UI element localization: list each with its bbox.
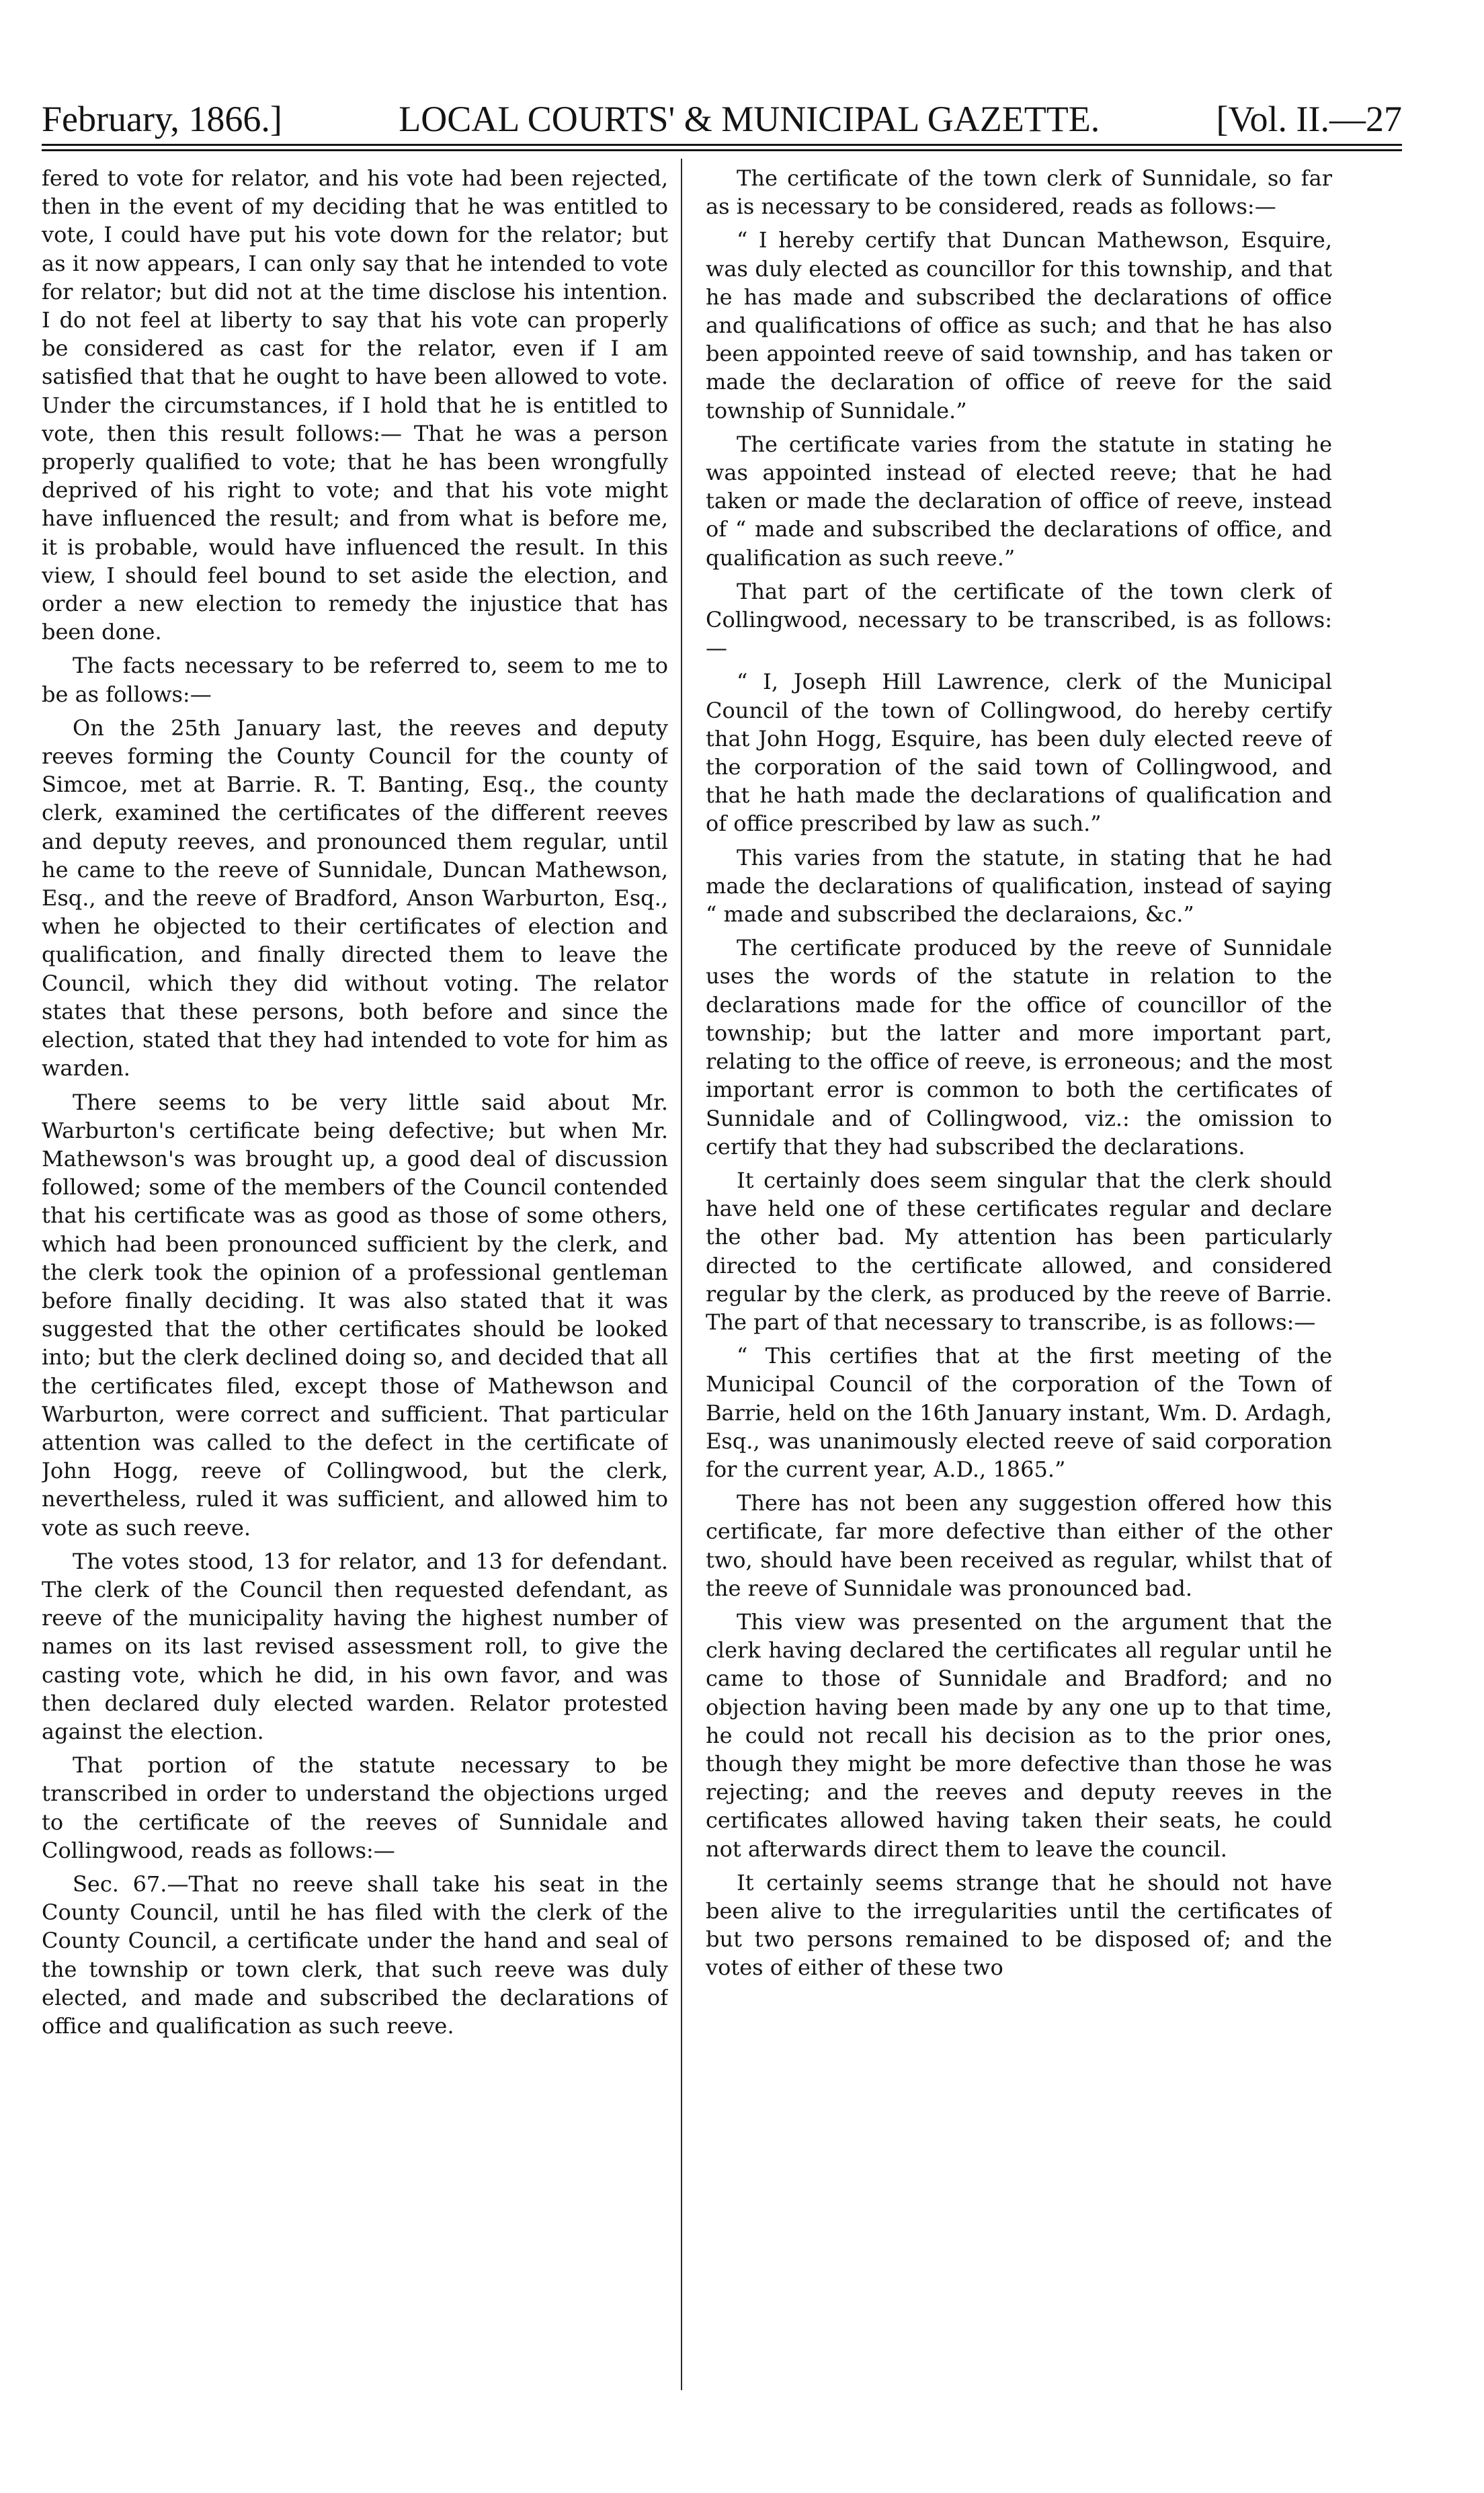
paragraph: It certainly does seem singular that the clerk should have held one of these certificates regular and declare the other bad. My attention has been particularly directed to the certificate allowed, and considered regular by the clerk, as produced by the reeve of Barrie. The part of that necessary to transcribe, is as follows:— [706, 1167, 1332, 1335]
paragraph: “ I hereby certify that Duncan Mathewson, Esquire, was duly elected as councillor for this township, and that he has made and subscribed the declarations of office and qualifications of office as such; and that he has also been appointed reeve of said township, and has taken or made the declaration of office of reeve for the said township of Sunnidale.” [706, 227, 1332, 423]
paragraph: This varies from the statute, in stating that he had made the declarations of qualification, instead of saying “ made and subscribed the declaraions, &c.” [706, 844, 1332, 928]
header-volume: [Vol. II.—27 [1216, 99, 1402, 139]
paragraph: “ I, Joseph Hill Lawrence, clerk of the Municipal Council of the town of Collingwood, do hereby certify that John Hogg, Esquire, has been duly elected reeve of the corporation of the said town of Collingwood, and that he hath made the declarations of qualification and of office prescribed by law as such.” [706, 669, 1332, 837]
paragraph: The certificate varies from the statute in stating he was appointed instead of elected reeve; that he had taken or made the declaration of office of reeve, instead of “ made and subscribed the declarations of office, and qualification as such reeve.” [706, 431, 1332, 571]
paragraph: The certificate produced by the reeve of Sunnidale uses the words of the statute in relation to the declarations made for the office of councillor of the township; but the latter and more important part, relating to the office of reeve, is erroneous; and the most important error is common to both the certificates of Sunnidale and of Collingwood, viz.: the omission to certify that they had subscribed the declarations. [706, 935, 1332, 1159]
paragraph: fered to vote for relator, and his vote had been rejected, then in the event of my deciding that he was entitled to vote, I could have put his vote down for the relator; but as it now appears, I can only say that he intended to vote for relator; but did not at the time disclose his intention. I do not feel at liberty to say that his vote can properly be considered as cast for the relator, even if I am satisfied that that he ought to have been allowed to vote. Under the circumstances, if I hold that he is entitled to vote, then this result follows:— That he was a person properly qualified to vote; that he has been wrongfully deprived of his right to vote; and that his vote might have influenced the result; and from what is before me, it is probable, would have influenced the result. In this view, I should feel bound to set aside the election, and order a new election to remedy the injustice that has been done. [42, 165, 668, 645]
paragraph: This view was presented on the argument that the clerk having declared the certificates all regular until he came to those of Sunnidale and Bradford; and no objection having been made by any one up to that time, he could not recall his decision as to the prior ones, though they might be more defective than those he was rejecting; and the reeves and deputy reeves in the certificates allowed having taken their seats, he could not afterwards direct them to leave the council. [706, 1608, 1332, 1862]
paragraph: That portion of the statute necessary to be transcribed in order to understand the objections urged to the certificate of the reeves of Sunnidale and Collingwood, reads as follows:— [42, 1752, 668, 1863]
left-column [42, 164, 668, 2396]
header-title: LOCAL COURTS' & MUNICIPAL GAZETTE. [399, 99, 1100, 139]
paragraph: The votes stood, 13 for relator, and 13 for defendant. The clerk of the Council then requested defendant, as reeve of the municipality having the highest number of names on its last revised assessment roll, to give the casting vote, which he did, in his own favor, and was then declared duly elected warden. Relator protested against the election. [42, 1548, 668, 1744]
paragraph: The certificate of the town clerk of Sunnidale, so far as is necessary to be considered, reads as follows:— [706, 165, 1332, 220]
header-date: February, 1866.] [42, 99, 282, 139]
column-divider [681, 159, 682, 2390]
header-rule-top [42, 144, 1402, 146]
page-header [42, 83, 1402, 137]
paragraph: Sec. 67.—That no reeve shall take his seat in the County Council, until he has filed with the clerk of the County Council, a certificate under the hand and seal of the township or town clerk, that such reeve was duly elected, and made and subscribed the declarations of office and qualification as such reeve. [42, 1871, 668, 2039]
paragraph: “ This certifies that at the first meeting of the Municipal Council of the corporation of the Town of Barrie, held on the 16th January instant, Wm. D. Ardagh, Esq., was unanimously elected reeve of said corporation for the current year, A.D., 1865.” [706, 1343, 1332, 1482]
paragraph: It certainly seems strange that he should not have been alive to the irregularities until the certificates of but two persons remained to be disposed of; and the votes of either of these two [706, 1869, 1332, 1981]
paragraph: The facts necessary to be referred to, seem to me to be as follows:— [42, 653, 668, 707]
paragraph: There seems to be very little said about Mr. Warburton's certificate being defective; but when Mr. Mathewson's was brought up, a good deal of discussion followed; some of the members of the Council contended that his certificate was as good as those of some others, which had been pronounced sufficient by the clerk, and the clerk took the opinion of a professional gentleman before finally deciding. It was also stated that it was suggested that the other certificates should be looked into; but the clerk declined doing so, and decided that all the certificates filed, except those of Mathewson and Warburton, were correct and sufficient. That particular attention was called to the defect in the certificate of John Hogg, reeve of Collingwood, but the clerk, nevertheless, ruled it was sufficient, and allowed him to vote as such reeve. [42, 1089, 668, 1541]
paragraph: There has not been any suggestion offered how this certificate, far more defective than either of the other two, should have been received as regular, whilst that of the reeve of Sunnidale was pronounced bad. [706, 1490, 1332, 1601]
paragraph: That part of the certificate of the town clerk of Collingwood, necessary to be transcribed, is as follows:— [706, 578, 1332, 661]
paragraph: On the 25th January last, the reeves and deputy reeves forming the County Council for the county of Simcoe, met at Barrie. R. T. Banting, Esq., the county clerk, examined the certificates of the different reeves and deputy reeves, and pronounced them regular, until he came to the reeve of Sunnidale, Duncan Mathewson, Esq., and the reeve of Bradford, Anson Warburton, Esq., when he objected to their certificates of election and qualification, and finally directed them to leave the Council, which they did without voting. The relator states that these persons, both before and since the election, stated that they had intended to vote for him as warden. [42, 714, 668, 1081]
header-rule-bottom [42, 149, 1402, 151]
right-column [706, 164, 1332, 2396]
